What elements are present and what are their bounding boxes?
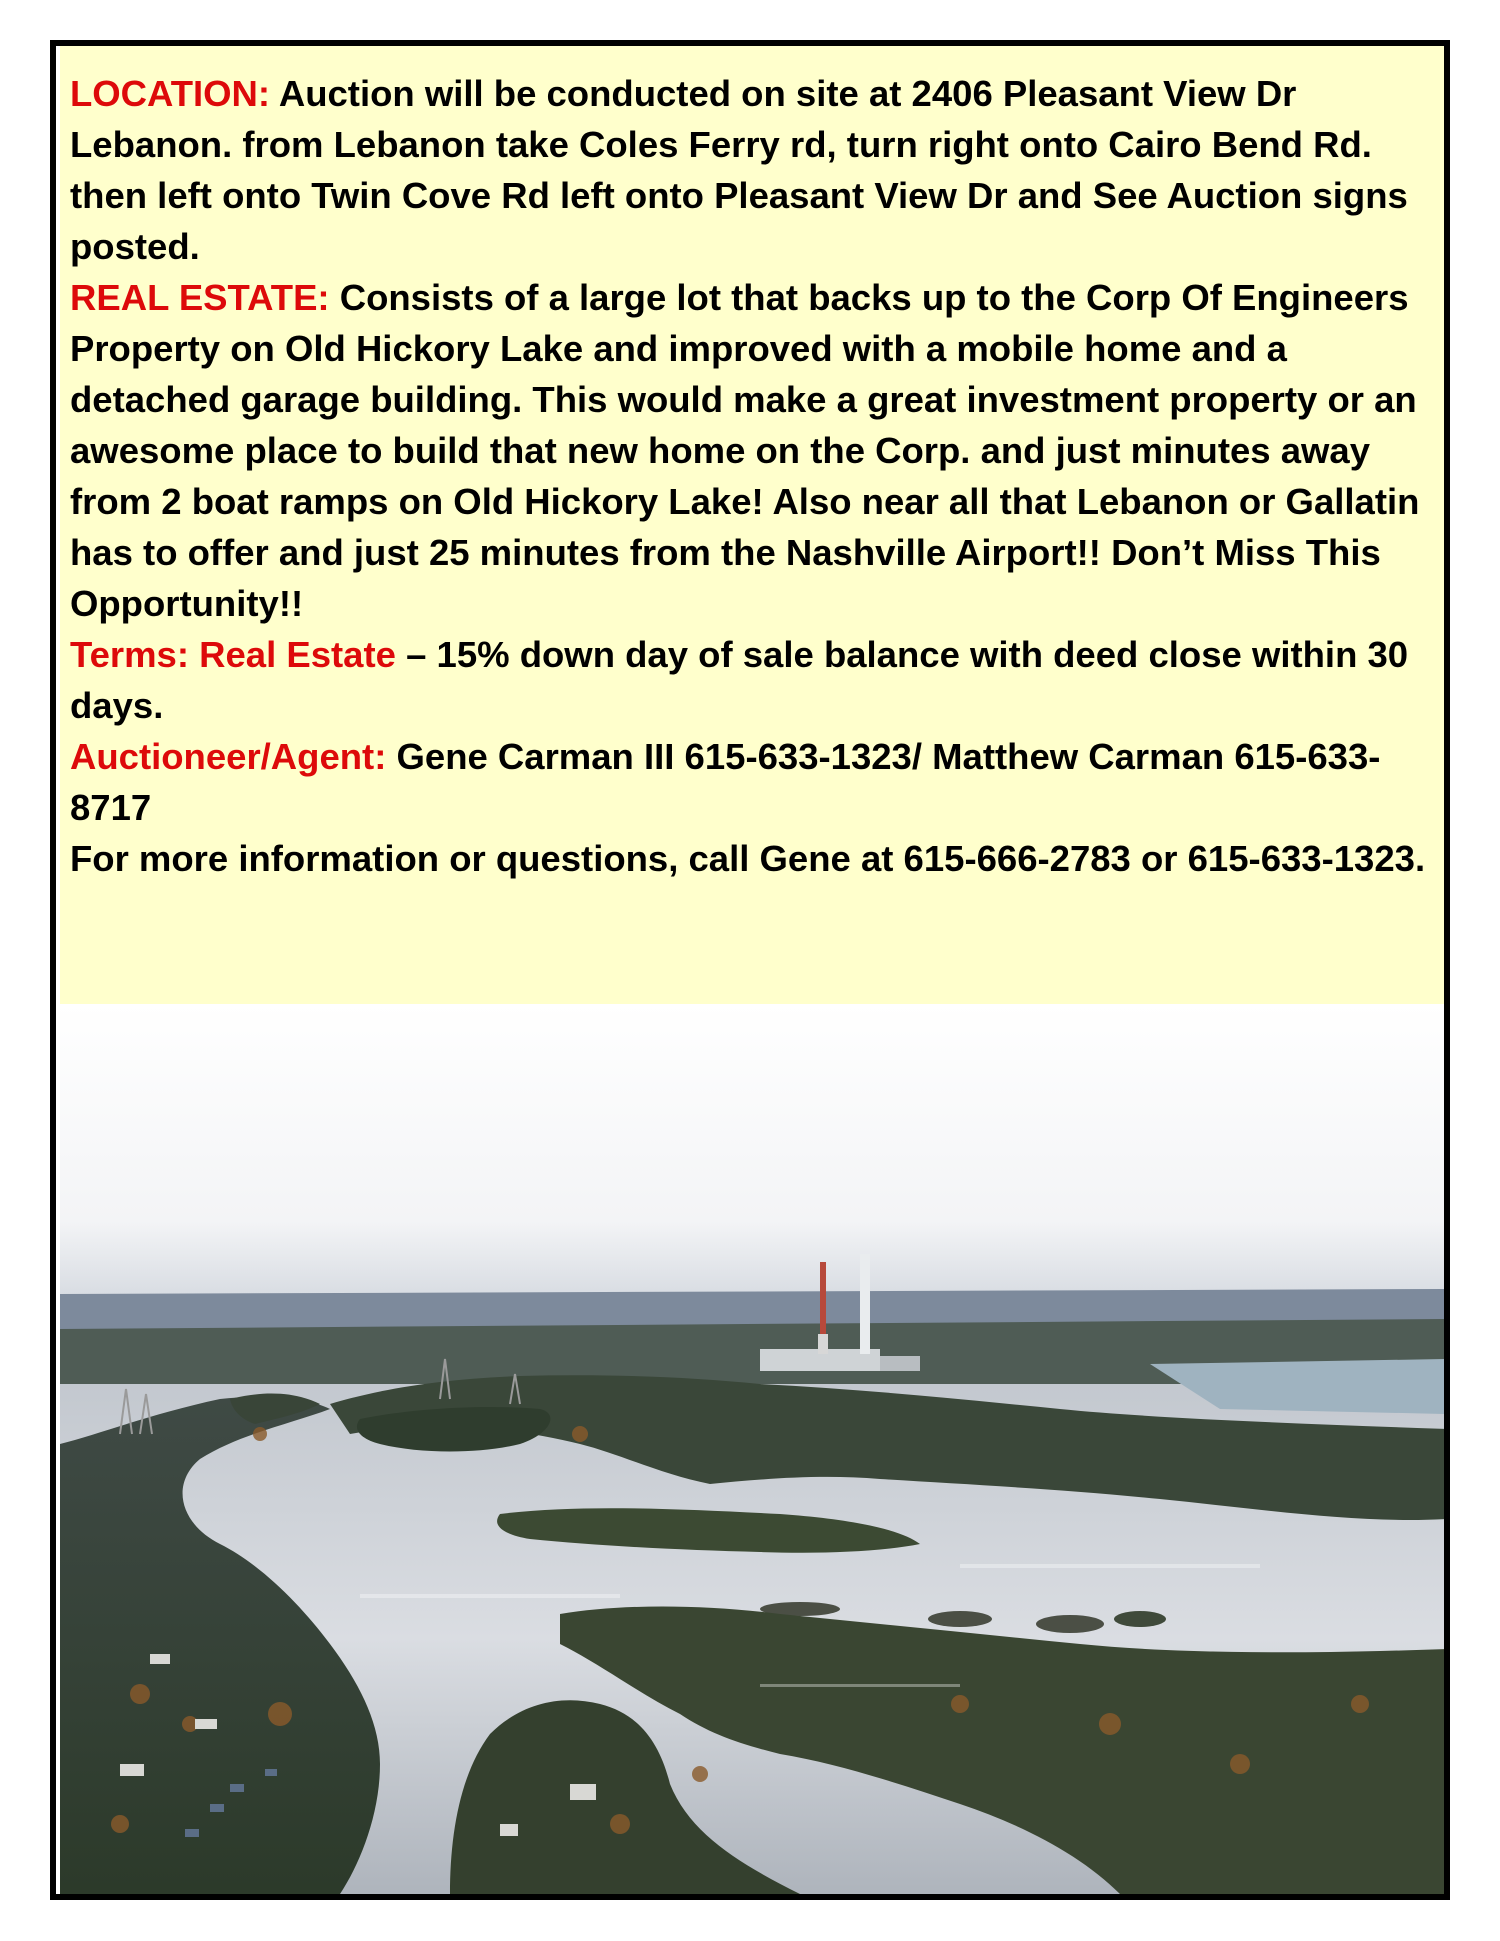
terms-paragraph [70, 629, 1432, 731]
flyer-frame [50, 40, 1450, 1900]
real-estate-label: REAL ESTATE: [70, 277, 330, 318]
auctioneer-text: Gene Carman III 615-633-1323/ Matthew Carman 615-633-8717 [70, 736, 1381, 828]
terms-label: Terms: Real Estate [70, 634, 396, 675]
islet-2 [928, 1611, 992, 1627]
auctioneer-label: Auctioneer/Agent: [70, 736, 387, 777]
smokestack-tall [860, 1254, 870, 1354]
location-text: Auction will be conducted on site at 2406 Pleasant View Dr Lebanon. from Lebanon take Coles Ferry rd, turn right onto Cairo Bend Rd. then left onto Twin Cove Rd left onto Pleasant View Dr and See Auction signs posted. [70, 73, 1408, 267]
islet-4 [1114, 1611, 1166, 1627]
islet-3 [1036, 1615, 1104, 1633]
location-paragraph [70, 68, 1432, 272]
terms-text: – 15% down day of sale balance with deed close within 30 days. [70, 634, 1409, 726]
auction-details-panel [60, 46, 1446, 1004]
power-plant-annex [880, 1356, 920, 1371]
real-estate-text: Consists of a large lot that backs up to the Corp Of Engineers Property on Old Hickory Lake and improved with a mobile home and a detached garage building. This would make a great investment property or an awesome place to build that new home on the Corp. and just minutes away from 2 boat ramps on Old Hickory Lake! Also near all that Lebanon or Gallatin has to offer and just 25 minutes from the Nashville Airport!! Don’t Miss This Opportunity!! [70, 277, 1420, 624]
real-estate-paragraph [70, 272, 1432, 629]
aerial-lake-photo [60, 1004, 1446, 1894]
location-label: LOCATION: [70, 73, 271, 114]
sky [60, 1004, 1446, 1294]
auctioneer-paragraph [70, 731, 1432, 833]
more-info-paragraph [70, 833, 1432, 884]
smokestack-base [818, 1334, 828, 1354]
more-info-text: For more information or questions, call Gene at 615-666-2783 or 615-633-1323. [70, 838, 1426, 879]
